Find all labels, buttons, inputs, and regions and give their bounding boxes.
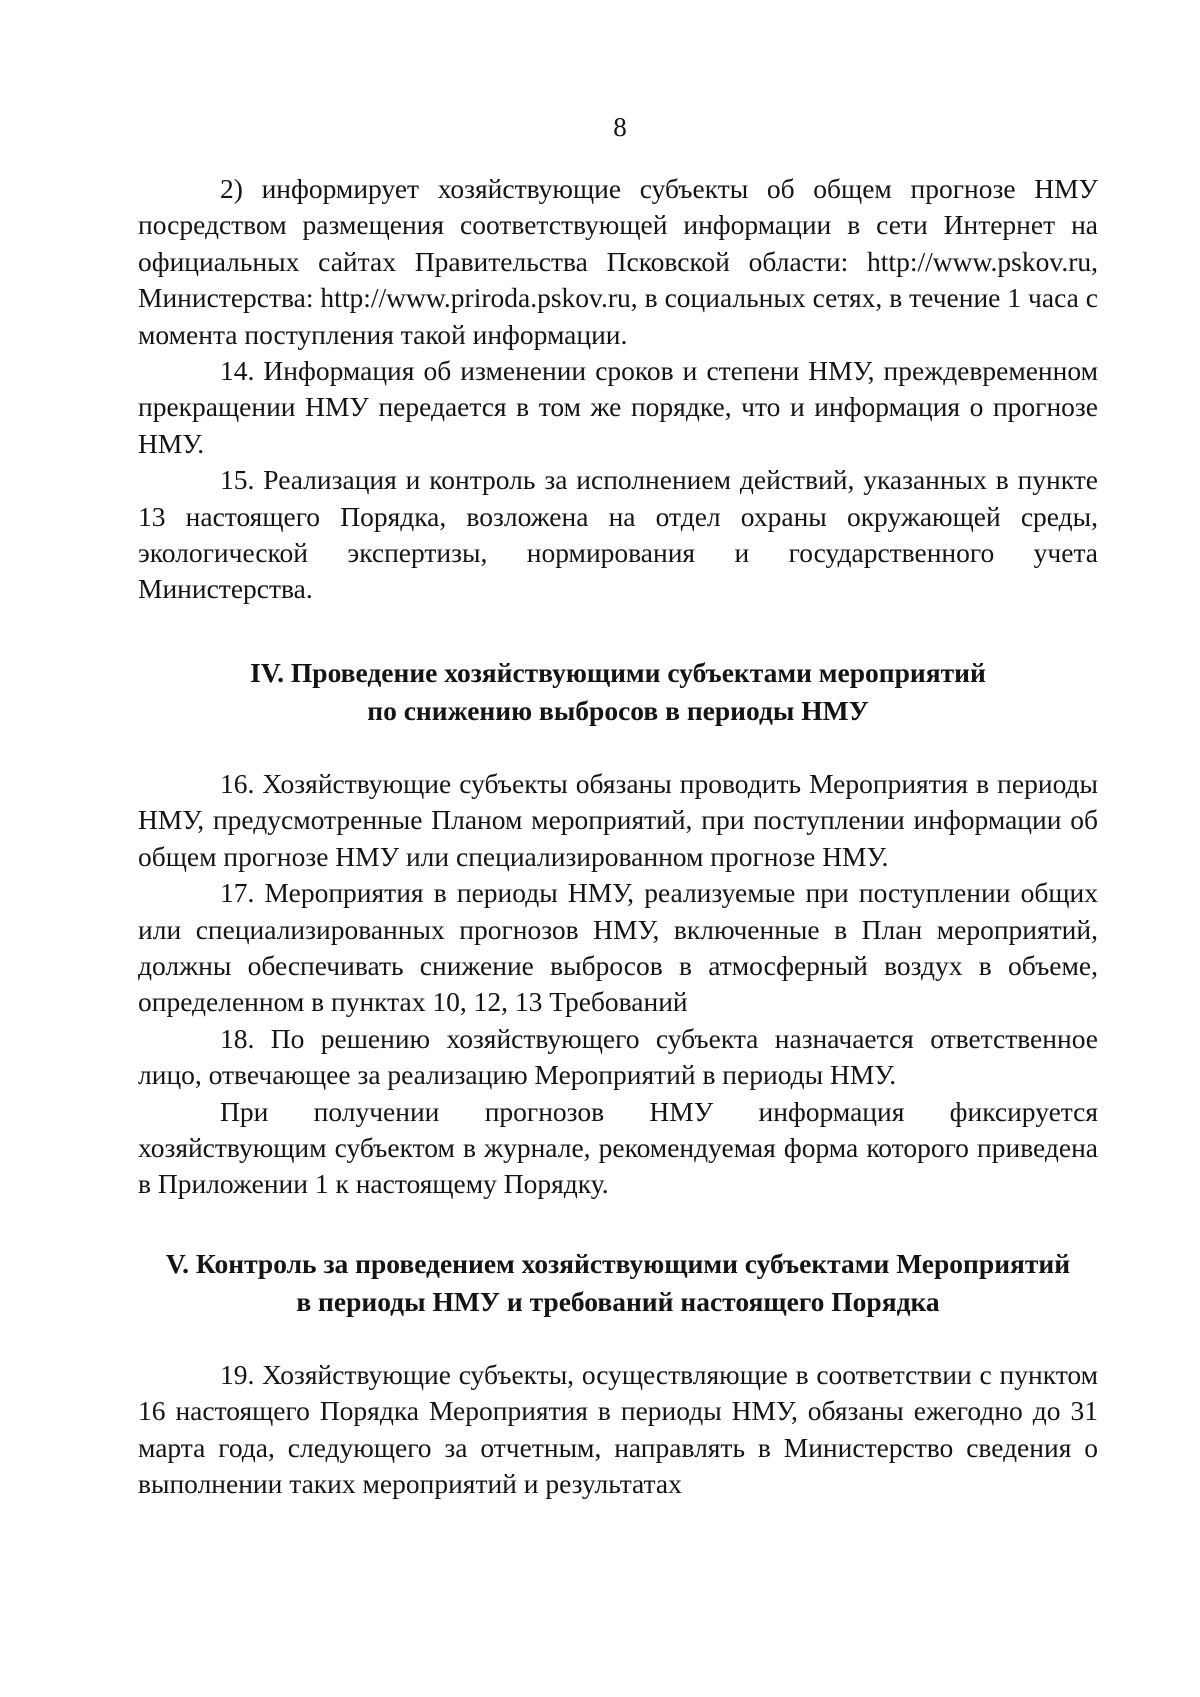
paragraph-19: 19. Хозяйствующие субъекты, осуществляющие в соответствии с пунктом 16 настоящего Порядка Мероприятия в периоды НМУ, обязаны ежегодно до 31 марта года, следующего за отчетным, направлять в Министерство сведения о выполнении таких мероприятий и результатах bbox=[138, 1358, 1098, 1499]
document-body bbox=[138, 171, 1098, 1502]
paragraph-15: 15. Реализация и контроль за исполнением действий, указанных в пункте 13 настоящего Порядка, возложена на отдел охраны окружающей среды, экологической экспертизы, нормирования и государственного учета Министерства. bbox=[138, 464, 1098, 605]
paragraph-13-2: 2) информирует хозяйствующие субъекты об общем прогнозе НМУ посредством размещения соответствующей информации в сети Интернет на официальных сайтах Правительства Псковской области: http://www.pskov.ru, Министерства: http://www.priroda.pskov.ru, в социальных сетях, в течение 1 часа с момента поступления такой информации. bbox=[138, 173, 1098, 350]
page-number: 8 bbox=[613, 112, 627, 142]
section-heading-v bbox=[138, 1245, 1098, 1321]
section-heading-iv bbox=[138, 654, 1098, 730]
section-heading-iv-line2: по снижению выбросов в периоды НМУ bbox=[367, 694, 869, 726]
paragraph-17: 17. Мероприятия в периоды НМУ, реализуемые при поступлении общих или специализированных прогнозов НМУ, включенные в План мероприятий, должны обеспечивать снижение выбросов в атмосферный воздух в объеме, определенном в пунктах 10, 12, 13 Требований bbox=[138, 877, 1098, 1018]
paragraph-14: 14. Информация об изменении сроков и степени НМУ, преждевременном прекращении НМУ передается в том же порядке, что и информация о прогнозе НМУ. bbox=[138, 355, 1098, 459]
section-heading-v-line2: в периоды НМУ и требований настоящего Порядка bbox=[296, 1285, 940, 1317]
section-heading-iv-line1: IV. Проведение хозяйствующими субъектами мероприятий bbox=[250, 656, 986, 688]
paragraph-18: 18. По решению хозяйствующего субъекта назначается ответственное лицо, отвечающее за реализацию Мероприятий в периоды НМУ. bbox=[138, 1022, 1098, 1091]
section-heading-v-line1: V. Контроль за проведением хозяйствующими субъектами Мероприятий bbox=[165, 1247, 1071, 1279]
paragraph-16: 16. Хозяйствующие субъекты обязаны проводить Мероприятия в периоды НМУ, предусмотренные Планом мероприятий, при поступлении информации об общем прогнозе НМУ или специализированном прогнозе НМУ. bbox=[138, 767, 1098, 872]
paragraph-18-continued: При получении прогнозов НМУ информация фиксируется хозяйствующим субъектом в журнале, рекомендуемая форма которого приведена в Приложении 1 к настоящему Порядку. bbox=[138, 1095, 1098, 1200]
